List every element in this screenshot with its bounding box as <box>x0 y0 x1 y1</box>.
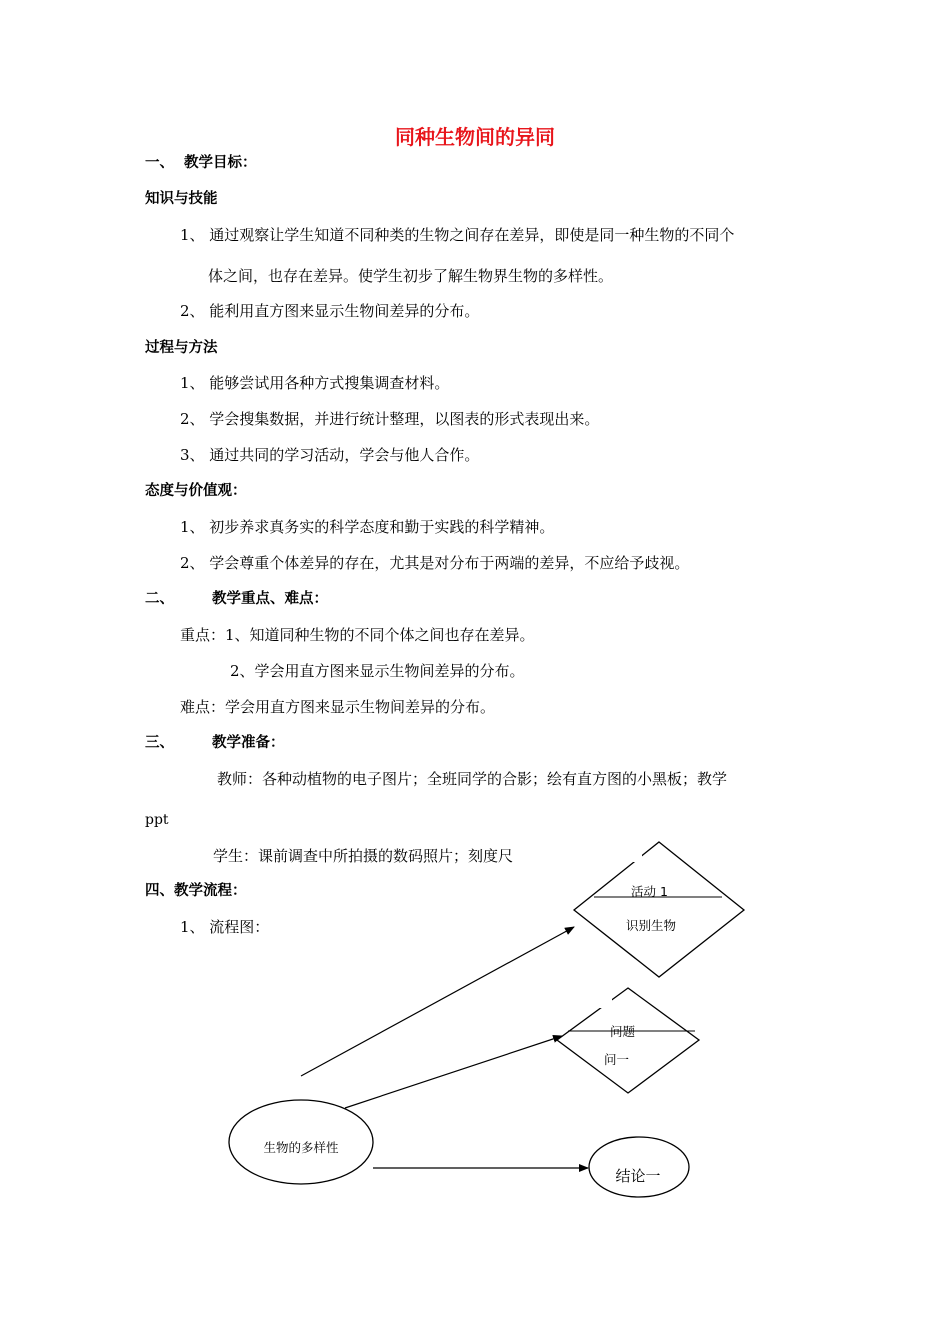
arrow-to-question <box>345 1036 562 1108</box>
diversity-label: 生物的多样性 <box>263 1140 339 1155</box>
attitude-heading: 态度与价值观： <box>145 483 247 499</box>
question-top-label: 问题 <box>610 1024 636 1039</box>
teacher-preparation-line-2: ppt <box>145 812 169 828</box>
knowledge-item-2: 2、 能利用直方图来显示生物间差异的分布。 <box>180 302 480 320</box>
section1-number: 一、 <box>145 155 174 171</box>
section3-number: 三、 <box>145 735 174 751</box>
activity-diamond <box>574 842 744 977</box>
difficult-point: 难点：学会用直方图来显示生物间差异的分布。 <box>180 698 496 716</box>
process-item-3: 3、 通过共同的学习活动，学会与他人合作。 <box>180 446 480 464</box>
question-diamond <box>557 988 699 1093</box>
conclusion-label: 结论一 <box>615 1167 661 1185</box>
activity-top-label: 活动 1 <box>631 884 668 899</box>
section3-heading: 教学准备： <box>212 735 285 751</box>
process-heading: 过程与方法 <box>145 340 218 356</box>
teacher-preparation-line-1: 教师：各种动植物的电子图片；全班同学的合影；绘有直方图的小黑板；教学 <box>217 770 728 788</box>
knowledge-item-1-line-1: 1、 通过观察让学生知道不同种类的生物之间存在差异，即使是同一种生物的不同个 <box>180 226 735 244</box>
question-bottom-label: 问一 <box>604 1052 630 1067</box>
document-title: 同种生物间的异同 <box>395 125 555 149</box>
process-item-2: 2、 学会搜集数据，并进行统计整理，以图表的形式表现出来。 <box>180 410 600 428</box>
process-item-1: 1、 能够尝试用各种方式搜集调查材料。 <box>180 374 450 392</box>
knowledge-heading: 知识与技能 <box>145 191 218 207</box>
diversity-ellipse <box>229 1100 373 1184</box>
arrow-to-activity <box>301 927 574 1076</box>
knowledge-item-1-line-2: 体之间，也存在差异。使学生初步了解生物界生物的多样性。 <box>208 267 614 285</box>
attitude-item-2: 2、 学会尊重个体差异的存在，尤其是对分布于两端的差异，不应给予歧视。 <box>180 554 690 572</box>
key-point-2: 2、学会用直方图来显示生物间差异的分布。 <box>230 662 525 680</box>
conclusion-ellipse <box>589 1137 689 1197</box>
activity-bottom-label: 识别生物 <box>626 918 677 933</box>
section4-heading: 四、教学流程： <box>145 883 247 899</box>
section2-heading: 教学重点、难点： <box>212 591 328 607</box>
section1-heading: 教学目标： <box>184 155 257 171</box>
section2-number: 二、 <box>145 591 174 607</box>
student-preparation: 学生：课前调查中所拍摄的数码照片；刻度尺 <box>213 847 514 865</box>
key-point-1: 重点：1、知道同种生物的不同个体之间也存在差异。 <box>180 626 535 644</box>
flowchart-label: 1、 流程图： <box>180 918 270 936</box>
attitude-item-1: 1、 初步养求真务实的科学态度和勤于实践的科学精神。 <box>180 518 555 536</box>
